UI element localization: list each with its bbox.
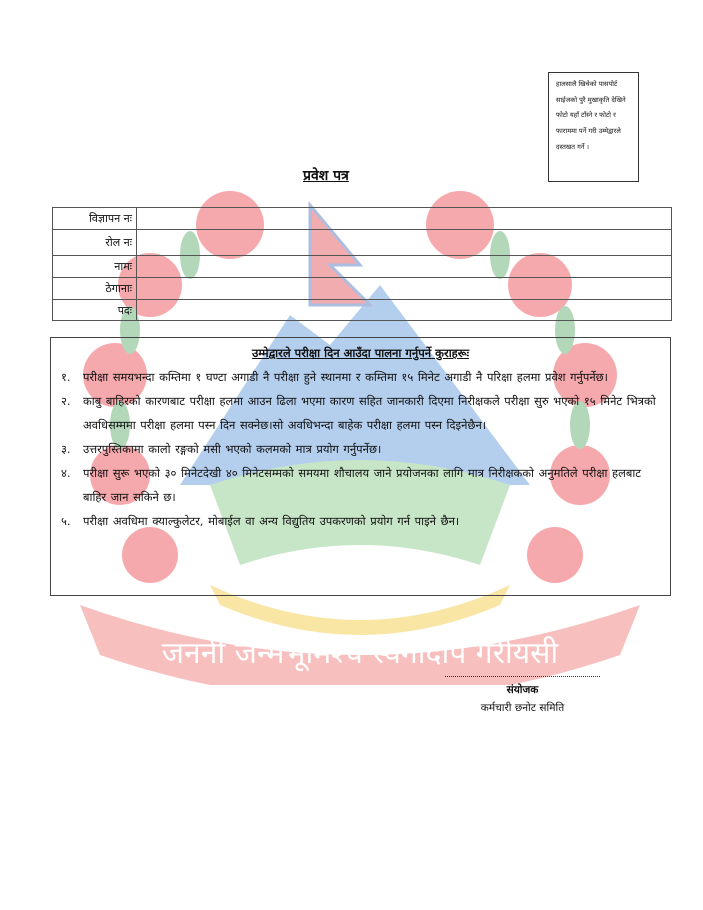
row-value[interactable] bbox=[137, 208, 672, 230]
rule-item bbox=[51, 389, 670, 437]
row-value[interactable] bbox=[137, 300, 672, 321]
row-label: ठेगानाः bbox=[53, 278, 137, 300]
rules-heading: उम्मेद्वारले परीक्षा दिन आउँदा पालना गर्नुपर्ने कुराहरूः bbox=[251, 346, 470, 360]
rule-text: उत्तरपुस्तिकामा कालो रङ्गको मसी भएको कलमको मात्र प्रयोग गर्नुपर्नेछ। bbox=[83, 442, 382, 456]
photo-box bbox=[548, 72, 639, 182]
rule-number: ३. bbox=[61, 442, 71, 456]
rule-text: परीक्षा अवधिमा क्याल्कुलेटर, मोबाईल वा अन्य विद्युतिय उपकरणको प्रयोग गर्न पाइने छैन। bbox=[83, 514, 460, 528]
table-row bbox=[53, 300, 672, 321]
table-row bbox=[53, 230, 672, 256]
rule-text: काबु बाहिरको कारणबाट परीक्षा हलमा आउन ढिला भएमा कारण सहित जानकारी दिएमा निरीक्षकले परीक्षा सुरु भएको १५ मिनेट भित्रको अवधिसम्ममा परीक्षा हलमा पस्न दिन सक्नेछ।सो अवधिभन्दा बाहेक परीक्षा हलमा पस्न दिइनेछैन। bbox=[83, 394, 656, 432]
row-label: नामः bbox=[53, 256, 137, 278]
rule-item bbox=[51, 461, 670, 509]
rule-number: २. bbox=[61, 394, 71, 408]
signature-line bbox=[445, 676, 600, 677]
rule-number: ५. bbox=[61, 514, 71, 528]
signatory-role: संयोजक bbox=[506, 684, 539, 696]
signature-block bbox=[445, 676, 600, 715]
rule-text: परीक्षा सुरू भएको ३० मिनेटदेखी ४० मिनेटसम्मको समयमा शौचालय जाने प्रयोजनका लागि मात्र निरीक्षकको अनुमतिले परीक्षा हलबाट बाहिर जान सकिने छ। bbox=[83, 466, 642, 504]
rule-item bbox=[51, 437, 670, 461]
committee-name: कर्मचारी छनोट समिति bbox=[480, 702, 565, 714]
row-label: रोल नः bbox=[53, 230, 137, 256]
table-row bbox=[53, 208, 672, 230]
row-label: पदः bbox=[53, 300, 137, 321]
rule-number: ४. bbox=[61, 466, 71, 480]
table-row bbox=[53, 278, 672, 300]
table-row bbox=[53, 256, 672, 278]
rule-text: परीक्षा समयभन्दा कम्तिमा १ घण्टा अगाडी नै परीक्षा हुने स्थानमा र कम्तिमा १५ मिनेट अगाडी नै परिक्षा हलमा प्रवेश गर्नुपर्नेछ। bbox=[83, 370, 608, 384]
rules-box bbox=[50, 337, 671, 596]
page-title: प्रवेश पत्र bbox=[303, 168, 349, 184]
applicant-info-table bbox=[52, 207, 672, 321]
emblem-motto: जननी जन्मभूमिश्च स्वर्गादपि गरीयसी bbox=[161, 636, 559, 671]
row-value[interactable] bbox=[137, 230, 672, 256]
rule-number: १. bbox=[61, 370, 71, 384]
rules-list bbox=[51, 365, 670, 533]
rule-item bbox=[51, 365, 670, 389]
row-value[interactable] bbox=[137, 278, 672, 300]
row-label: विज्ञापन नः bbox=[53, 208, 137, 230]
photo-instruction: हालसालै खिचेको पासपोर्ट साईजको पुरै मुखाकृति देखिने फोटो यहाँ टाँस्ने र फोटो र फाराममा पर्ने गरी उम्मेद्वारले दस्तखत गर्ने । bbox=[556, 80, 626, 151]
row-value[interactable] bbox=[137, 256, 672, 278]
rule-item bbox=[51, 509, 670, 533]
